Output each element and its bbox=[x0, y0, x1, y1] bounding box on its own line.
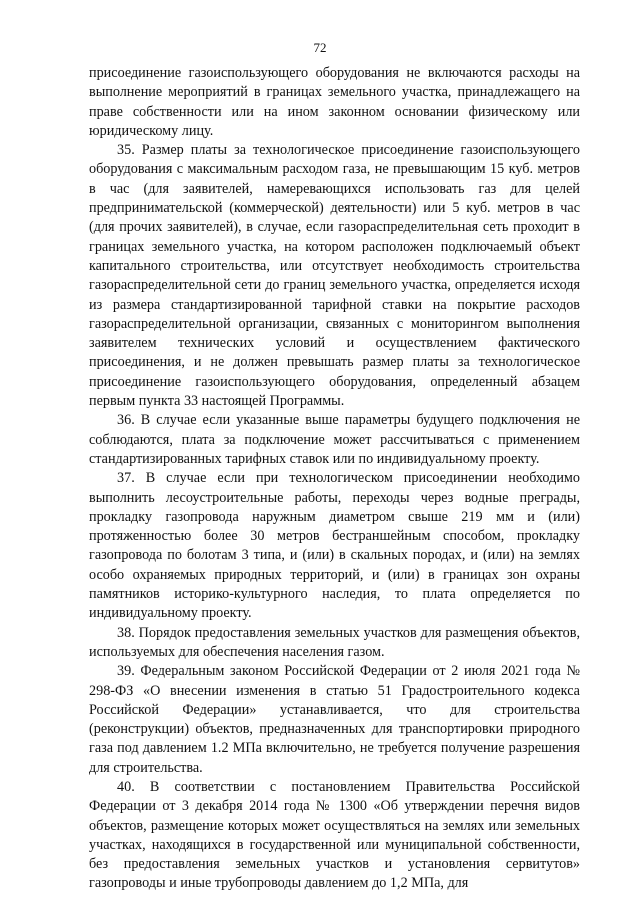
paragraph-35: 35. Размер платы за технологическое присоединение газоиспользующего оборудования с максимальным расходом газа, не превышающим 15 куб. метров в час (для заявителей, намеревающихся использовать газ для целей предпринимательской (коммерческой) деятельности) или 5 куб. метров в час (для прочих заявителей), в случае, если газораспределительная сеть проходит в границах земельного участка, на котором расположен подключаемый объект капитального строительства, или отсутствует необходимость строительства газораспределительной сети до границ земельного участка, определяется исходя из размера стандартизированной тарифной ставки на покрытие расходов газораспределительной организации, связанных с мониторингом выполнения заявителем технических условий и осуществлением фактического присоединения, и не должен превышать размер платы за технологическое присоединение газоиспользующего оборудования, определенный абзацем первым пункта 33 настоящей Программы. bbox=[89, 142, 580, 410]
page-number: 72 bbox=[313, 40, 327, 55]
paragraph-37: 37. В случае если при технологическом присоединении необходимо выполнить лесоустроительные работы, переходы через водные преграды, прокладку газопровода наружным диаметром свыше 219 мм и (или) протяженностью более 30 метров бестраншейным способом, прокладку газопровода по болотам 3 типа, и (или) в скальных породах, и (или) на землях особо охраняемых природных территорий, и (или) в границах зон охраны памятников историко-культурного наследия, то плата определяется по индивидуальному проекту. bbox=[89, 470, 580, 622]
paragraph-36: 36. В случае если указанные выше параметры будущего подключения не соблюдаются, плата за подключение может рассчитываться с применением стандартизированных тарифных ставок или по индивидуальному проекту. bbox=[89, 412, 580, 467]
paragraph-39: 39. Федеральным законом Российской Федерации от 2 июля 2021 года № 298-ФЗ «О внесении изменения в статью 51 Градостроительного кодекса Российской Федерации» устанавливается, что для строительства (реконструкции) объектов, предназначенных для транспортировки природного газа под давлением 1.2 МПа включительно, не требуется получение разрешения для строительства. bbox=[89, 663, 580, 776]
document-body bbox=[89, 64, 580, 894]
paragraph-continuation: присоединение газоиспользующего оборудования не включаются расходы на выполнение мероприятий в границах земельного участка, принадлежащего на праве собственности или на ином законном основании физическому или юридическому лицу. bbox=[89, 65, 580, 139]
paragraph-38: 38. Порядок предоставления земельных участков для размещения объектов, используемых для обеспечения населения газом. bbox=[89, 624, 580, 660]
paragraph-40: 40. В соответствии с постановлением Правительства Российской Федерации от 3 декабря 2014 года № 1300 «Об утверждении перечня видов объектов, размещение которых может осуществляться на землях или земельных участках, находящихся в государственной или муниципальной собственности, без предоставления земельных участков и установления сервитутов» газопроводы и иные трубопроводы давлением до 1,2 МПа, для bbox=[89, 778, 580, 892]
